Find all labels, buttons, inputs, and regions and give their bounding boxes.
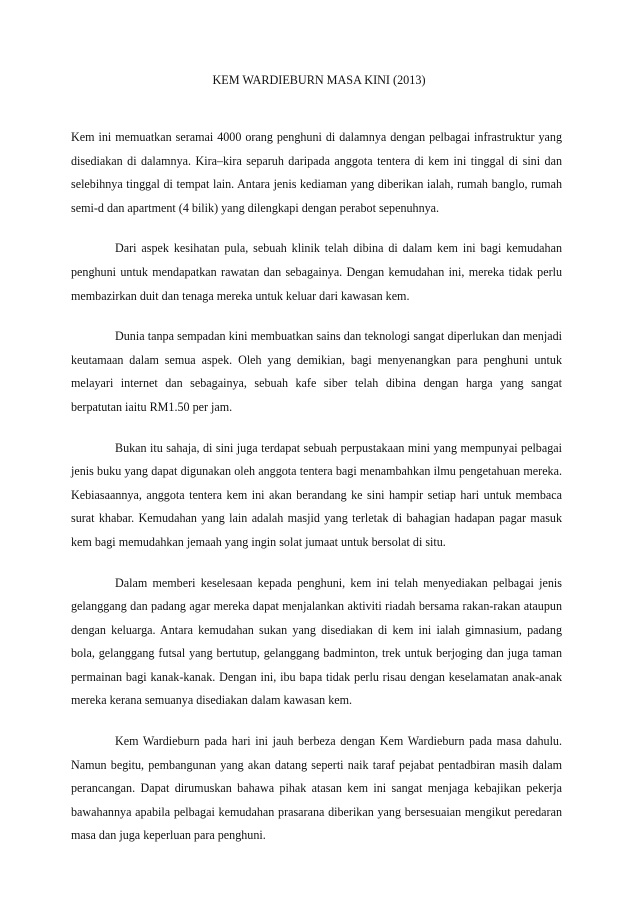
paragraph-health-clinic: Dari aspek kesihatan pula, sebuah klinik telah dibina di dalam kem ini bagi kemudahan penghuni untuk mendapatkan rawatan dan sebagainya. Dengan kemudahan ini, mereka tidak perlu membazirkan duit dan tenaga mereka untuk keluar dari kawasan kem. bbox=[71, 241, 562, 303]
paragraph-sports-facilities: Dalam memberi keselesaan kepada penghuni, kem ini telah menyediakan pelbagai jenis gelanggang dan padang agar mereka dapat menjalankan aktiviti riadah bersama rakan-rakan ataupun dengan keluarga. Antara kemudahan sukan yang disediakan di kem ini ialah gimnasium, padang bola, gelanggang futsal yang bertutup, gelanggang badminton, trek untuk berjoging dan juga taman permainan bagi kanak-kanak. Dengan ini, ibu bapa tidak perlu risau dengan keselamatan anak-anak mereka kerana semuanya disediakan dalam kawasan kem. bbox=[71, 575, 562, 708]
paragraph-cyber-cafe: Dunia tanpa sempadan kini membuatkan sains dan teknologi sangat diperlukan dan menjadi keutamaan dalam semua aspek. Oleh yang demikian, bagi menyenangkan para penghuni untuk melayari internet dan sebagainya, sebuah kafe siber telah dibina dengan harga yang sangat berpatutan iaitu RM1.50 per jam. bbox=[71, 329, 562, 414]
document-title: KEM WARDIEBURN MASA KINI (2013) bbox=[212, 73, 426, 87]
paragraph-conclusion: Kem Wardieburn pada hari ini jauh berbeza dengan Kem Wardieburn pada masa dahulu. Namun begitu, pembangunan yang akan datang seperti naik taraf pejabat pentadbiran masih dalam perancangan. Dapat dirumuskan bahawa pihak atasan kem ini sangat menjaga kebajikan pekerja bawahannya apabila pelbagai kemudahan prasarana diberikan yang bersesuaian mengikut peredaran masa dan juga keperluan para penghuni. bbox=[71, 734, 562, 843]
paragraph-accommodation: Kem ini memuatkan seramai 4000 orang penghuni di dalamnya dengan pelbagai infrastruktur yang disediakan di dalamnya. Kira–kira separuh daripada anggota tentera di kem ini tinggal di sini dan selebihnya tinggal di tempat lain. Antara jenis kediaman yang diberikan ialah, rumah banglo, rumah semi-d dan apartment (4 bilik) yang dilengkapi dengan perabot sepenuhnya. bbox=[71, 130, 562, 215]
paragraph-library-mosque: Bukan itu sahaja, di sini juga terdapat sebuah perpustakaan mini yang mempunyai pelbagai jenis buku yang dapat digunakan oleh anggota tentera bagi menambahkan ilmu pengetahuan mereka. Kebiasaannya, anggota tentera kem ini akan berandang ke sini hampir setiap hari untuk membaca surat khabar. Kemudahan yang lain adalah masjid yang terletak di bahagian hadapan pagar masuk kem bagi memudahkan jemaah yang ingin solat jumaat untuk bersolat di situ. bbox=[71, 440, 562, 549]
document-body bbox=[71, 126, 562, 865]
